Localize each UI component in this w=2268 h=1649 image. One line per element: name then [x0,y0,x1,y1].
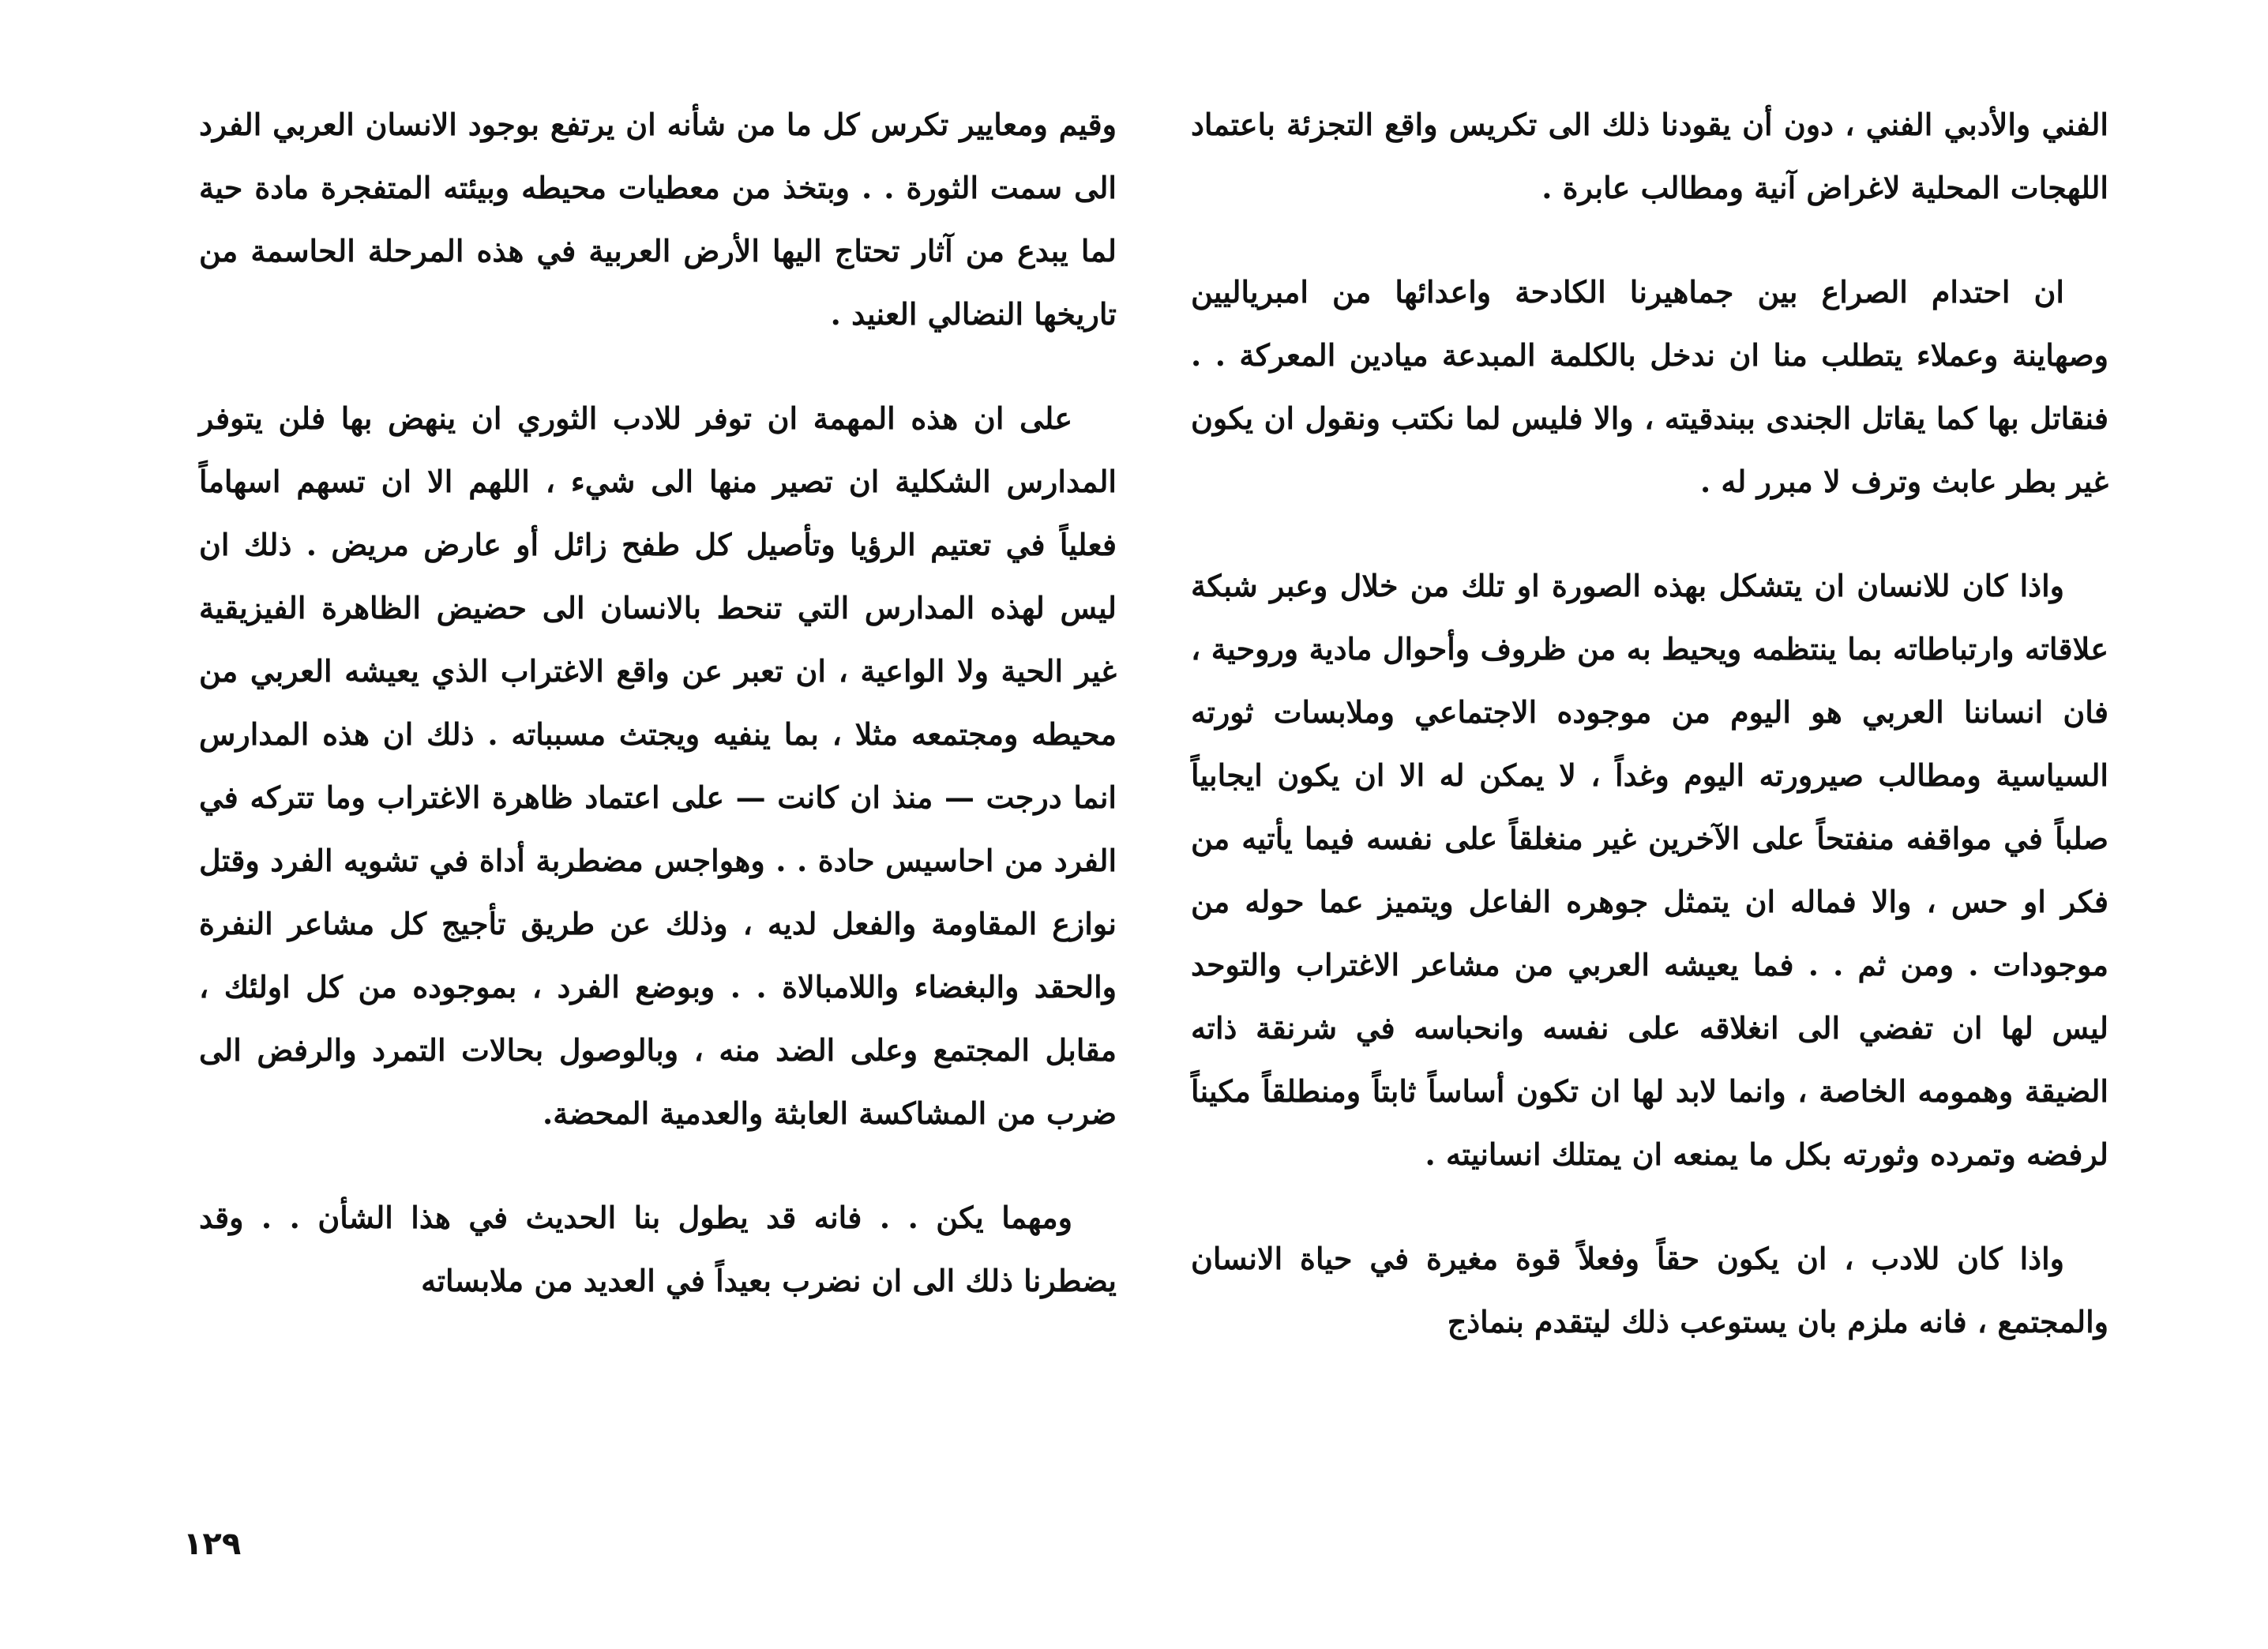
paragraph: واذا كان للانسان ان يتشكل بهذه الصورة او تلك من خلال وعبر شبكة علاقاته وارتباطاته بما ينتظمه ويحيط به من ظروف وأحوال مادية وروحية ، فان انساننا العربي هو اليوم من موجوده الاجتماعي وملابسات ثورته السياسية ومطالب صيرورته اليوم وغداً ، لا يمكن له الا ان يكون ايجابياً صلباً في مواقفه منفتحاً على الآخرين غير منغلقاً على نفسه فيما يأتيه من فكر او حس ، والا فماله ان يتمثل جوهره الفاعل ويتميز عما حوله من موجودات . ومن ثم . . فما يعيشه العربي من مشاعر الاغتراب والتوحد ليس لها ان تفضي الى انغلاقه على نفسه وانحباسه في شرنقة ذاته الضيقة وهمومه الخاصة ، وانما لابد لها ان تكون أساساً ثابتاً ومنطلقاً مكيناً لرفضه وتمرده وثورته بكل ما يمنعه ان يمتلك انسانيته . [1191,568,2108,1172]
paragraph: وقيم ومعايير تكرس كل ما من شأنه ان يرتفع بوجود الانسان العربي الفرد الى سمت الثورة . . وبتخذ من معطيات محيطه وبيئته المتفجرة مادة حية لما يبدع من آثار تحتاج اليها الأرض العربية في هذه المرحلة الحاسمة من تاريخها النضالي العنيد . [199,107,1117,332]
paragraph: على ان هذه المهمة ان توفر للادب الثوري ان ينهض بها فلن يتوفر المدارس الشكلية ان تصير منها الى شيء ، اللهم الا ان تسهم اسهاماً فعلياً في تعتيم الرؤيا وتأصيل كل طفح زائل أو عارض مريض . ذلك ان ليس لهذه المدارس التي تنحط بالانسان الى حضيض الظاهرة الفيزيقية غير الحية ولا الواعية ، ان تعبر عن واقع الاغتراب الذي يعيشه العربي من محيطه ومجتمعه مثلا ، بما ينفيه ويجتث مسبباته . ذلك ان هذه المدارس انما درجت — منذ ان كانت — على اعتماد ظاهرة الاغتراب وما تتركه في الفرد من احاسيس حادة . . وهواجس مضطربة أداة في تشويه الفرد وقتل نوازع المقاومة والفعل لديه ، وذلك عن طريق تأجيج كل مشاعر النفرة والحقد والبغضاء واللامبالاة . . وبوضع الفرد ، بموجوده من كل اولئك ، مقابل المجتمع وعلى الضد منه ، وبالوصول بحالات التمرد والرفض الى ضرب من المشاكسة العابثة والعدمية المحضة. [199,400,1117,1131]
left-text-column [199,93,1117,1354]
paragraph: ومهما يكن . . فانه قد يطول بنا الحديث في هذا الشأن . . وقد يضطرنا ذلك الى ان نضرب بعيداً في العديد من ملابساته [199,1200,1117,1298]
right-text-column [1191,93,2108,1395]
paragraph: الفني والأدبي الفني ، دون أن يقودنا ذلك الى تكريس واقع التجزئة باعتماد اللهجات المحلية لاغراض آنية ومطالب عابرة . [1191,107,2108,205]
page-number: ١٢٩ [183,1526,242,1562]
paragraph: واذا كان للادب ، ان يكون حقاً وفعلاً قوة مغيرة في حياة الانسان والمجتمع ، فانه ملزم بان يستوعب ذلك ليتقدم بنماذج [1191,1241,2108,1339]
paragraph: ان احتدام الصراع بين جماهيرنا الكادحة واعدائها من امبرياليين وصهاينة وعملاء يتطلب منا ان ندخل بالكلمة المبدعة ميادين المعركة . . فنقاتل بها كما يقاتل الجندى ببندقيته ، والا فليس لما نكتب ونقول ان يكون غير بطر عابث وترف لا مبرر له . [1191,274,2108,499]
